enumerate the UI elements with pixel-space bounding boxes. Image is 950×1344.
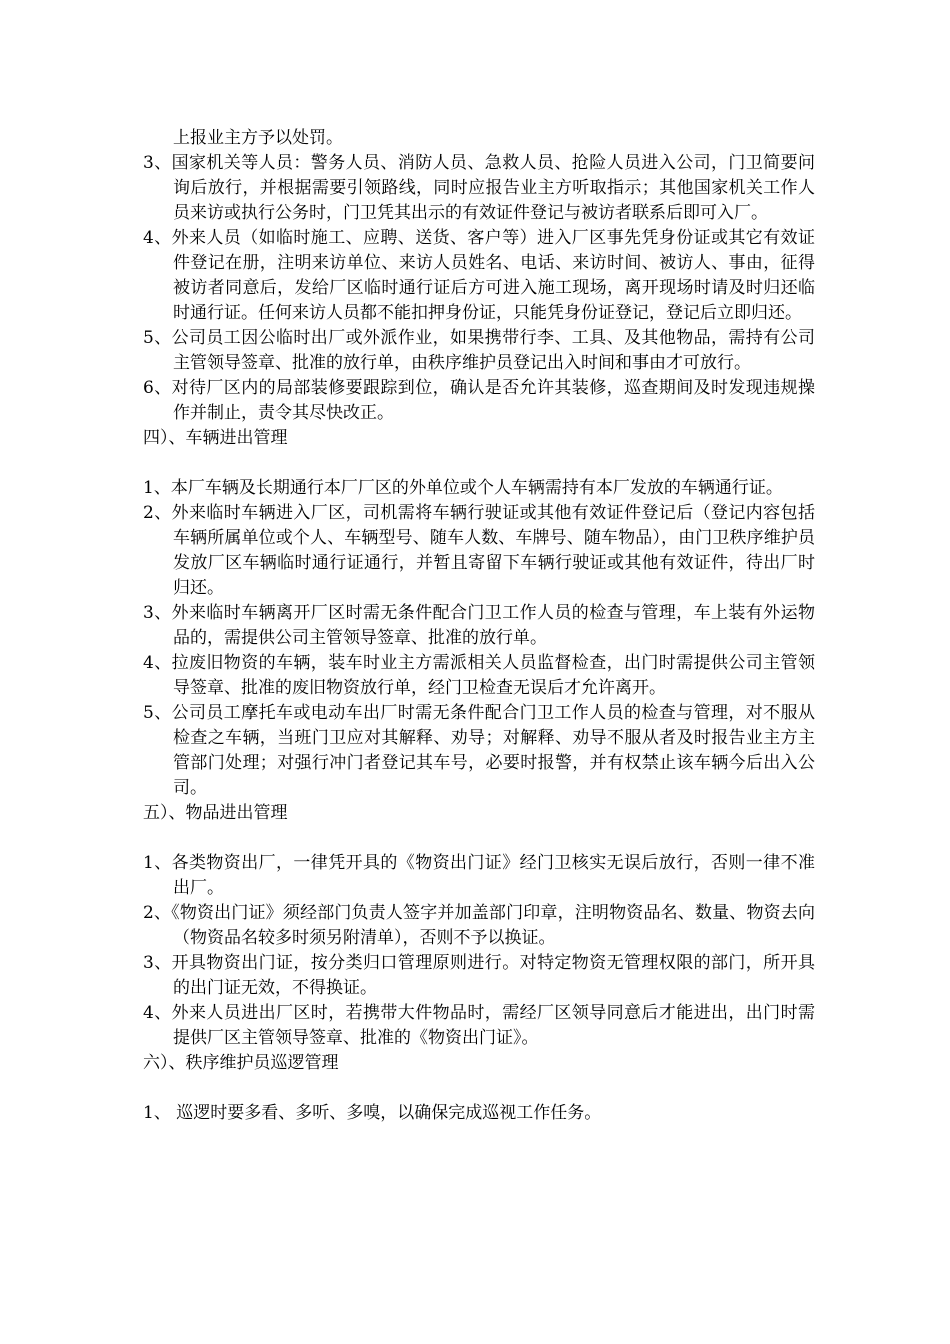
list-item: 1、本厂车辆及长期通行本厂厂区的外单位或个人车辆需持有本厂发放的车辆通行证。 bbox=[143, 478, 783, 498]
list-item: 6、对待厂区内的局部装修要跟踪到位，确认是否允许其装修，巡查期间及时发现违规操作并制止，责令其尽快改正。 bbox=[143, 378, 815, 423]
list-item: 2、外来临时车辆进入厂区，司机需将车辆行驶证或其他有效证件登记后（登记内容包括车辆所属单位或个人、车辆型号、随车人数、车牌号、随车物品），由门卫秩序维护员发放厂区车辆临时通行证通行，并暂且寄留下车辆行驶证或其他有效证件，待出厂时归还。 bbox=[143, 503, 815, 598]
list-item: 1、 巡逻时要多看、多听、多嗅，以确保完成巡视工作任务。 bbox=[143, 1103, 602, 1123]
list-item: 4、外来人员（如临时施工、应聘、送货、客户等）进入厂区事先凭身份证或其它有效证件登记在册，注明来访单位、来访人员姓名、电话、来访时间、被访人、事由，征得被访者同意后，发给厂区临时通行证后方可进入施工现场，离开现场时请及时归还临时通行证。任何来访人员都不能扣押身份证，只能凭身份证登记，登记后立即归还。 bbox=[143, 228, 815, 323]
list-item: 4、外来人员进出厂区时，若携带大件物品时，需经厂区领导同意后才能进出，出门时需提供厂区主管领导签章、批准的《物资出门证》。 bbox=[143, 1003, 815, 1048]
section-heading: 五）、物品进出管理 bbox=[143, 803, 288, 823]
document-body bbox=[143, 126, 815, 1126]
list-item: 3、开具物资出门证，按分类归口管理原则进行。对特定物资无管理权限的部门，所开具的出门证无效，不得换证。 bbox=[143, 953, 815, 998]
paragraph-continuation: 上报业主方予以处罚。 bbox=[173, 128, 343, 148]
section-heading: 四）、车辆进出管理 bbox=[143, 428, 288, 448]
section-heading: 六）、秩序维护员巡逻管理 bbox=[143, 1053, 339, 1073]
list-item: 5、公司员工因公临时出厂或外派作业，如果携带行李、工具、及其他物品，需持有公司主管领导签章、批准的放行单，由秩序维护员登记出入时间和事由才可放行。 bbox=[143, 328, 815, 373]
blank-line bbox=[143, 826, 815, 851]
list-item: 3、国家机关等人员：警务人员、消防人员、急救人员、抢险人员进入公司，门卫简要问询后放行，并根据需要引领路线，同时应报告业主方听取指示；其他国家机关工作人员来访或执行公务时，门卫凭其出示的有效证件登记与被访者联系后即可入厂。 bbox=[143, 153, 815, 223]
list-item: 3、外来临时车辆离开厂区时需无条件配合门卫工作人员的检查与管理，车上装有外运物品的，需提供公司主管领导签章、批准的放行单。 bbox=[143, 603, 815, 648]
blank-line bbox=[143, 451, 815, 476]
blank-line bbox=[143, 1076, 815, 1101]
list-item: 2、《物资出门证》须经部门负责人签字并加盖部门印章，注明物资品名、数量、物资去向（物资品名较多时须另附清单），否则不予以换证。 bbox=[143, 903, 815, 948]
list-item: 1、各类物资出厂，一律凭开具的《物资出门证》经门卫核实无误后放行，否则一律不准出厂。 bbox=[143, 853, 815, 898]
list-item: 4、拉废旧物资的车辆，装车时业主方需派相关人员监督检查，出门时需提供公司主管领导签章、批准的废旧物资放行单，经门卫检查无误后才允许离开。 bbox=[143, 653, 815, 698]
list-item: 5、公司员工摩托车或电动车出厂时需无条件配合门卫工作人员的检查与管理，对不服从检查之车辆，当班门卫应对其解释、劝导；对解释、劝导不服从者及时报告业主方主管部门处理；对强行冲门者登记其车号，必要时报警，并有权禁止该车辆今后出入公司。 bbox=[143, 703, 815, 798]
